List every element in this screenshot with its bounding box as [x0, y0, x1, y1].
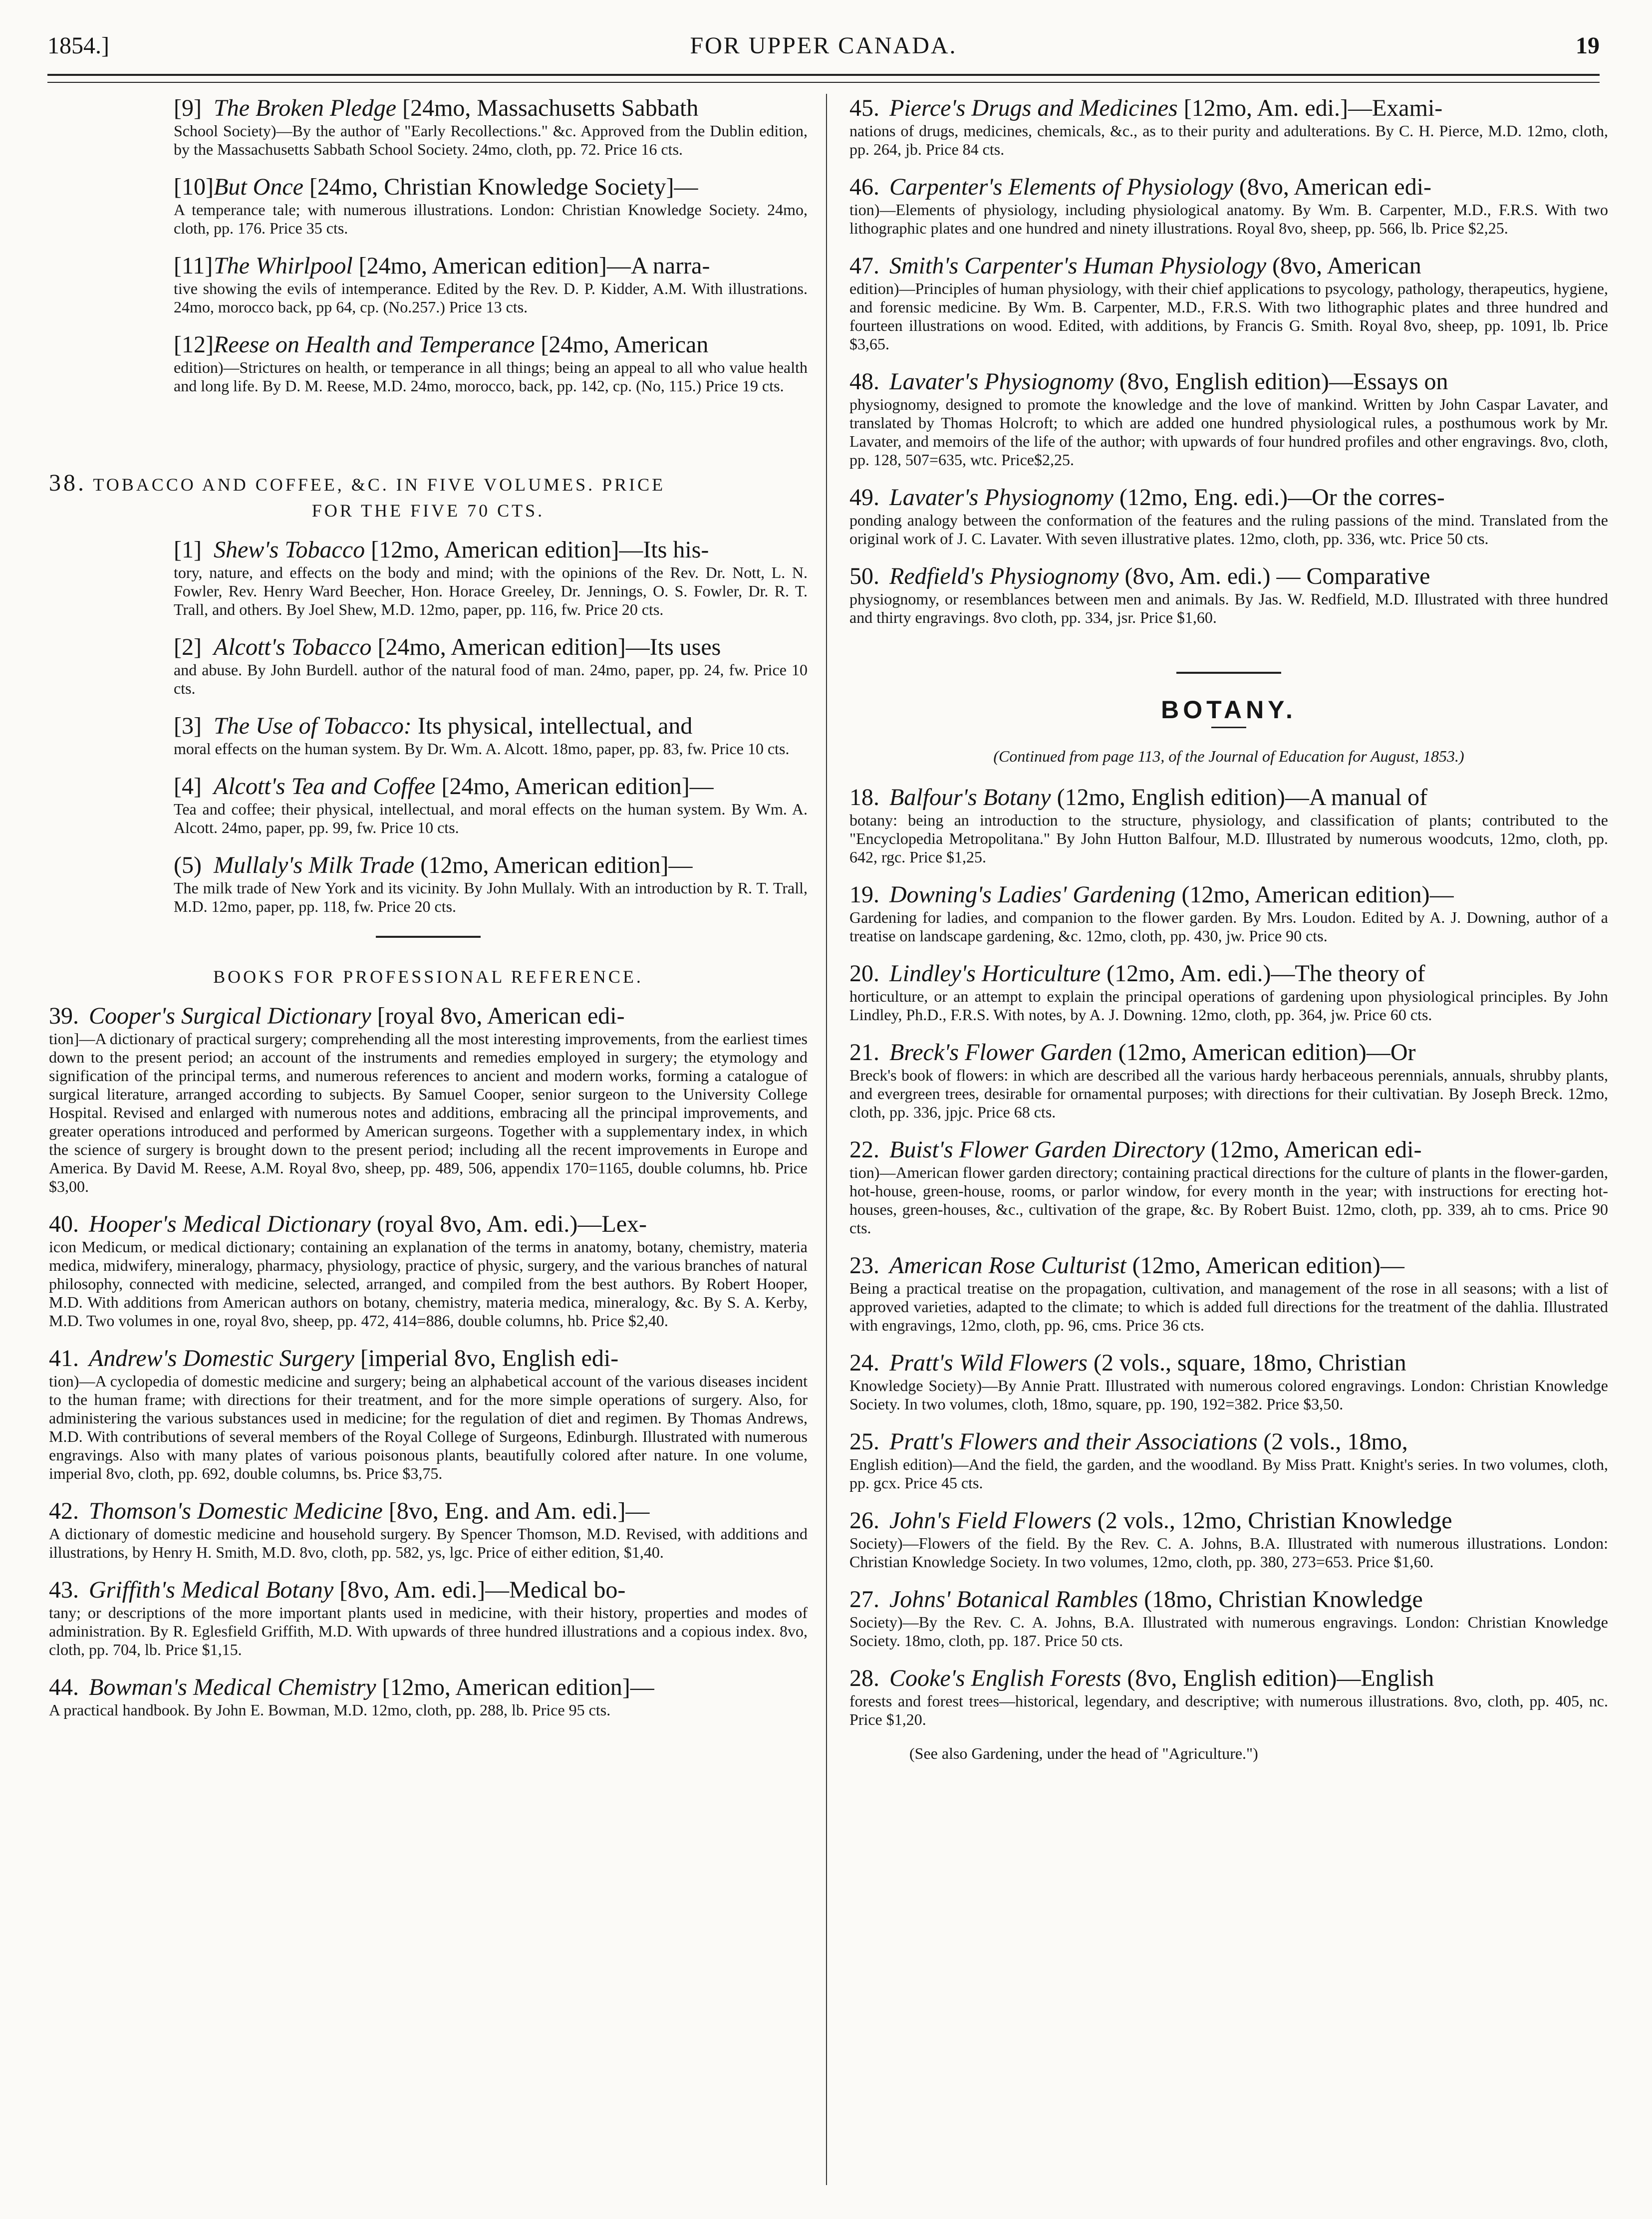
entry-number: [12]: [174, 331, 214, 358]
entry-heading: [49, 1211, 808, 1238]
catalog-entry: [849, 368, 1608, 469]
tobacco-section-heading: [49, 470, 808, 524]
entry-title: Shew's Tobacco: [214, 537, 365, 563]
entry-edition: Its physical, intellectual, and: [411, 713, 693, 739]
catalog-entry: [849, 174, 1608, 238]
section-divider: [1176, 672, 1281, 674]
entry-edition: [24mo, Christian Knowledge Society]—: [303, 174, 698, 200]
entry-heading: [849, 784, 1608, 811]
entry-edition: (12mo, American edition)—: [1175, 881, 1454, 908]
entry-title: But Once: [214, 174, 303, 200]
entry-description: icon Medicum, or medical dictionary; containing an explanation of the terms in anatomy, botany, chemistry, materia medica, midwifery, mineralogy, pharmacy, physiology, practice of physic, surgery, and the various branches of natural philosophy, connected with medicine, selected, arranged, and compiled from the best authors. By Robert Hooper, M.D. With additions from American authors on botany, chemistry, materia medica, mineralogy, &c. By S. A. Kerby, M.D. Two volumes in one, royal 8vo, sheep, pp. 472, 414=886, double columns, hb. Price $2,40.: [49, 1238, 808, 1330]
entry-edition: (12mo, American edition]—: [414, 852, 693, 878]
section-title-line2: FOR THE FIVE 70 CTS.: [311, 501, 545, 521]
entry-number: 27.: [849, 1586, 879, 1613]
catalog-entry: [49, 1674, 808, 1719]
entry-number: 25.: [849, 1428, 879, 1455]
entry-number: [4]: [174, 773, 202, 800]
catalog-entry: [174, 634, 808, 698]
entry-title: Griffith's Medical Botany: [89, 1577, 334, 1603]
entry-edition: (12mo, American edition)—: [1126, 1252, 1404, 1279]
entry-heading: [174, 253, 808, 279]
catalog-entry: [49, 1003, 808, 1196]
entry-edition: [24mo, American edition]—A narra-: [352, 253, 710, 279]
entry-title: Lavater's Physiognomy: [889, 484, 1113, 511]
entry-description: English edition)—And the field, the garden, and the woodland. By Miss Pratt. Knight's series. In two volumes, cloth, pp. gcx. Price 45 cts.: [849, 1455, 1608, 1492]
entry-heading: [849, 1428, 1608, 1455]
entry-heading: [849, 960, 1608, 987]
entry-description: and abuse. By John Burdell. author of the natural food of man. 24mo, paper, pp. 24, fw. Price 10 cts.: [174, 661, 808, 697]
entry-number: [3]: [174, 713, 202, 739]
entry-heading: [849, 253, 1608, 279]
entry-description: Being a practical treatise on the propagation, cultivation, and management of the rose in all seasons; with a list of approved varieties, adapted to the climate; to which is added full directions for the treatment of the dahlia. Illustrated with engravings, 12mo, cloth, pp. 96, cms. Price 36 cts.: [849, 1279, 1608, 1334]
entry-number: [9]: [174, 95, 202, 121]
catalog-entry: [49, 1211, 808, 1330]
entry-edition: (2 vols., 12mo, Christian Knowledge: [1091, 1507, 1452, 1534]
entry-title: Redfield's Physiognomy: [889, 563, 1119, 589]
entry-number: 41.: [49, 1345, 79, 1372]
entry-title: Hooper's Medical Dictionary: [89, 1211, 371, 1237]
catalog-entry: [849, 1428, 1608, 1492]
catalog-entry: [174, 174, 808, 238]
entry-description: physiognomy, designed to promote the knowledge and the love of mankind. Written by John Caspar Lavater, and translated by Thomas Holcroft; to which are added one hundred physiological rules, a posthumous work by Mr. Lavater, and memoirs of the life of the author; with upwards of four hundred profiles and other engravings. 8vo, cloth, pp. 128, 507=635, wtc. Price$2,25.: [849, 395, 1608, 469]
entry-edition: [8vo, Eng. and Am. edi.]—: [382, 1498, 650, 1524]
entry-heading: [849, 95, 1608, 122]
entry-description: tory, nature, and effects on the body and mind; with the opinions of the Rev. Dr. Nott, L. N. Fowler, Rev. Henry Ward Beecher, Hon. Horace Greeley, Dr. Jennings, O. S. Fowler, Dr. R. T. Trall, and others. By Joel Shew, M.D. 12mo, paper, pp. 116, fw. Price 20 cts.: [174, 563, 808, 618]
entry-edition: (8vo, American edi-: [1233, 174, 1432, 200]
entry-heading: [849, 484, 1608, 511]
header-title: FOR UPPER CANADA.: [690, 32, 957, 59]
entry-edition: [8vo, Am. edi.]—Medical bo-: [333, 1577, 626, 1603]
entry-title: John's Field Flowers: [889, 1507, 1092, 1534]
entry-number: 45.: [849, 95, 879, 121]
column-divider: [826, 94, 827, 2185]
catalog-entry: [849, 960, 1608, 1024]
entry-title: Johns' Botanical Rambles: [889, 1586, 1138, 1613]
entry-title: Alcott's Tea and Coffee: [214, 773, 436, 800]
entry-title: Pratt's Flowers and their Associations: [889, 1428, 1258, 1455]
entry-edition: [imperial 8vo, English edi-: [354, 1345, 619, 1372]
catalog-entry: [849, 1136, 1608, 1237]
catalog-entry: [849, 1507, 1608, 1571]
catalog-entry: [849, 1039, 1608, 1121]
entry-title: Reese on Health and Temperance: [214, 331, 535, 358]
entry-title: Mullaly's Milk Trade: [214, 852, 415, 878]
header-double-rule: [47, 74, 1600, 83]
entry-title: Cooper's Surgical Dictionary: [89, 1003, 371, 1029]
entry-heading: [174, 331, 808, 358]
entry-title: Smith's Carpenter's Human Physiology: [889, 253, 1267, 279]
entry-description: A dictionary of domestic medicine and household surgery. By Spencer Thomson, M.D. Revised, with additions and illustrations, by Henry H. Smith, M.D. 8vo, cloth, pp. 582, ys, lgc. Price of either edition, $1,40.: [49, 1525, 808, 1561]
entry-edition: (12mo, Am. edi.)—The theory of: [1101, 960, 1425, 987]
entry-number: (5): [174, 852, 202, 878]
entry-number: 48.: [849, 368, 879, 395]
entry-title: Lindley's Horticulture: [889, 960, 1101, 987]
entry-heading: [49, 1003, 808, 1030]
entry-title: Carpenter's Elements of Physiology: [889, 174, 1233, 200]
entry-number: 26.: [849, 1507, 879, 1534]
entry-heading: [174, 713, 808, 740]
catalog-entry: [849, 784, 1608, 866]
entry-edition: (18mo, Christian Knowledge: [1138, 1586, 1423, 1613]
entry-description: Society)—By the Rev. C. A. Johns, B.A. Illustrated with numerous engravings. London: Christian Knowledge Society. 18mo, cloth, pp. 187. Price 50 cts.: [849, 1613, 1608, 1650]
entry-heading: [849, 1252, 1608, 1279]
entry-edition: (2 vols., 18mo,: [1257, 1428, 1408, 1455]
entry-description: tion)—A cyclopedia of domestic medicine and surgery; being an alphabetical account of the various diseases incident to the human frame; with directions for their treatment, and for the more simple operations of surgery. Also, for administering the various substances used in medicine; for the regulation of diet and regimen. By Thomas Andrews, M.D. With contributions of several members of the Royal College of Surgeons, Edinburgh. Illustrated with numerous engravings. Also with many plates of various poisonous plants, beautifully colored after nature. In one volume, imperial 8vo, cloth, pp. 692, double columns, bs. Price $3,75.: [49, 1372, 808, 1482]
physiology-entries: [849, 95, 1608, 627]
entry-heading: [849, 1586, 1608, 1613]
entry-number: 50.: [849, 563, 879, 589]
entry-title: Cooke's English Forests: [889, 1665, 1121, 1691]
entry-description: botany: being an introduction to the structure, physiology, and classification of plants; contributed to the "Encyclopedia Metropolitana." By John Hutton Balfour, M.D. Illustrated by numerous woodcuts, 12mo, cloth, pp. 642, rgc. Price $1,25.: [849, 811, 1608, 866]
entry-heading: [49, 1577, 808, 1604]
books-entries: [49, 1003, 808, 1719]
entry-number: 42.: [49, 1498, 79, 1524]
entry-description: horticulture, or an attempt to explain the principal operations of gardening upon physiological principles. By John Lindley, Ph.D., F.R.S. With notes, by A. J. Downing. 12mo, cloth, pp. 364, jw. Price 60 cts.: [849, 987, 1608, 1024]
entry-edition: [24mo, American edition]—Its uses: [371, 634, 721, 660]
entry-description: edition)—Principles of human physiology, with their chief applications to psycology, pathology, therapeutics, hygiene, and forensic medicine. By Wm. B. Carpenter, M.D., F.R.S. With two lithographic plates and three hundred and fourteen illustrations on wood. Edited, with additions, by Francis G. Smith. Royal 8vo, sheep, pp. 1091, lb. Price $3,65.: [849, 279, 1608, 353]
catalog-entry: [174, 713, 808, 758]
entry-edition: (12mo, English edition)—A manual of: [1051, 784, 1428, 811]
entry-description: The milk trade of New York and its vicinity. By John Mullaly. With an introduction by R. T. Trall, M.D. 12mo, paper, pp. 118, fw. Price 20 cts.: [174, 879, 808, 915]
entry-heading: [174, 174, 808, 201]
entry-edition: (12mo, Eng. edi.)—Or the corres-: [1113, 484, 1445, 511]
botany-title: BOTANY.: [1161, 696, 1297, 724]
botany-rule: [1211, 727, 1246, 728]
entry-heading: [49, 1345, 808, 1372]
entry-heading: [49, 1498, 808, 1525]
entry-number: 19.: [849, 881, 879, 908]
catalog-entry: [849, 1665, 1608, 1729]
entry-edition: [12mo, American edition]—Its his-: [365, 537, 709, 563]
entry-edition: (12mo, American edi-: [1204, 1136, 1422, 1163]
entry-edition: [12mo, American edition]—: [376, 1674, 654, 1700]
catalog-entry: [849, 1586, 1608, 1650]
catalog-entry: [174, 331, 808, 395]
entry-heading: [49, 1674, 808, 1701]
section-number: 38.: [49, 470, 86, 496]
entry-edition: (12mo, American edition)—Or: [1112, 1039, 1416, 1066]
catalog-entry: [174, 253, 808, 316]
entry-heading: [849, 881, 1608, 908]
entry-description: A practical handbook. By John E. Bowman, M.D. 12mo, cloth, pp. 288, lb. Price 95 cts.: [49, 1701, 611, 1719]
catalog-entry: [49, 1345, 808, 1483]
entry-description: ponding analogy between the conformation of the features and the ruling passions of the mind. Translated from the original work of J. C. Lavater. With seven illustrative plates. 12mo, cloth, pp. 336, wtc. Price 50 cts.: [849, 511, 1608, 548]
entry-title: Balfour's Botany: [889, 784, 1051, 811]
entry-title: Thomson's Domestic Medicine: [89, 1498, 383, 1524]
entry-title: Lavater's Physiognomy: [889, 368, 1113, 395]
entry-title: Bowman's Medical Chemistry: [89, 1674, 376, 1700]
entry-description: A temperance tale; with numerous illustrations. London: Christian Knowledge Society. 24mo, cloth, pp. 176. Price 35 cts.: [174, 201, 808, 237]
entry-description: Society)—Flowers of the field. By the Rev. C. A. Johns, B.A. Illustrated with numerous illustrations. London: Christian Knowledge Society. In two volumes, 12mo, cloth, pp. 380, 273=653. Price $1,60.: [849, 1534, 1608, 1571]
entry-title: The Broken Pledge: [214, 95, 397, 121]
continued-note: (Continued from page 113, of the Journal of Education for August, 1853.): [993, 747, 1464, 765]
entry-heading: [174, 852, 808, 879]
entry-heading: [174, 95, 808, 122]
catalog-entry: [849, 484, 1608, 548]
catalog-entry: [849, 1252, 1608, 1335]
catalog-entry: [849, 1350, 1608, 1413]
entry-description: edition)—Strictures on health, or temperance in all things; being an appeal to all who value health and long life. By D. M. Reese, M.D. 24mo, morocco, back, pp. 142, cp. (No, 115.) Price 19 cts.: [174, 358, 808, 395]
entry-heading: [849, 563, 1608, 590]
entry-title: Downing's Ladies' Gardening: [889, 881, 1176, 908]
entry-description: tion)—Elements of physiology, including physiological anatomy. By Wm. B. Carpenter, M.D., F.R.S. With two lithographic plates and one hundred and ninety illustrations. Royal 8vo, sheep, pp. 566, lb. Price $2,25.: [849, 201, 1608, 237]
entry-number: 39.: [49, 1003, 79, 1029]
entry-number: 22.: [849, 1136, 879, 1163]
left-column: [49, 95, 808, 1734]
books-heading: BOOKS FOR PROFESSIONAL REFERENCE.: [213, 967, 643, 987]
header-year: 1854.]: [47, 32, 109, 59]
entry-description: tion)—American flower garden directory; containing practical directions for the culture of plants in the flower-garden, hot-house, green-house, rooms, or parlor window, for every month in the year; with instructions for erecting hot-houses, green-houses, &c., cultivation of the grape, &c. By Robert Buist. 12mo, cloth, pp. 339, ah to cms. Price 90 cts.: [849, 1163, 1608, 1237]
entry-title: Andrew's Domestic Surgery: [89, 1345, 354, 1372]
entry-description: Gardening for ladies, and companion to the flower garden. By Mrs. Loudon. Edited by A. J. Downing, author of a treatise on landscape gardening, &c. 12mo, cloth, pp. 430, jw. Price 90 cts.: [849, 908, 1608, 945]
entry-number: 24.: [849, 1350, 879, 1376]
entry-title: Pratt's Wild Flowers: [889, 1350, 1088, 1376]
entry-description: Knowledge Society)—By Annie Pratt. Illustrated with numerous colored engravings. London: Christian Knowledge Society. In two volumes, cloth, 18mo, square, pp. 190, 192=382. Price $3,50.: [849, 1377, 1608, 1413]
entry-heading: [849, 1039, 1608, 1066]
entry-edition: (royal 8vo, Am. edi.)—Lex-: [370, 1211, 647, 1237]
catalog-entry: [49, 1498, 808, 1562]
entry-edition: [24mo, Massachusetts Sabbath: [396, 95, 699, 121]
page-number: 19: [1576, 32, 1600, 59]
entry-number: 49.: [849, 484, 879, 511]
entry-number: [11]: [174, 253, 213, 279]
entry-heading: [174, 634, 808, 661]
entry-description: Breck's book of flowers: in which are described all the various hardy herbaceous perennials, annuals, shrubby plants, and evergreen trees, desirable for ornamental purposes; with directions for their cultivatian. By Joseph Breck. 12mo, cloth, pp. 336, jpjc. Price 68 cts.: [849, 1066, 1608, 1121]
entry-description: School Society)—By the author of "Early Recollections." &c. Approved from the Dublin edition, by the Massachusetts Sabbath School Society. 24mo, cloth, pp. 72. Price 16 cts.: [174, 122, 808, 158]
section-divider: [376, 936, 481, 938]
entry-heading: [849, 1136, 1608, 1163]
entry-number: 20.: [849, 960, 879, 987]
entry-number: 46.: [849, 174, 879, 200]
section-title-line1: TOBACCO AND COFFEE, &C. IN FIVE VOLUMES. PRICE: [93, 475, 666, 495]
right-column: [849, 95, 1608, 1763]
tract-entries: [174, 95, 808, 395]
catalog-entry: [849, 563, 1608, 627]
entry-title: American Rose Culturist: [889, 1252, 1126, 1279]
entry-title: Alcott's Tobacco: [214, 634, 372, 660]
entry-description: nations of drugs, medicines, chemicals, &c., as to their purity and adulterations. By C. H. Pierce, M.D. 12mo, cloth, pp. 264, jb. Price 84 cts.: [849, 122, 1608, 158]
catalog-entry: [49, 1577, 808, 1659]
catalog-entry: [849, 253, 1608, 353]
catalog-entry: [849, 95, 1608, 159]
entry-title: Breck's Flower Garden: [889, 1039, 1112, 1066]
entry-number: [1]: [174, 537, 202, 563]
entry-description: tion]—A dictionary of practical surgery; comprehending all the most interesting improvements, from the earliest times down to the present period; an account of the instruments and remedies employed in surgery; the etymology and signification of the principal terms, and numerous references to ancient and modern works, forming a catalogue of surgical literature, arranged according to subjects. By Samuel Cooper, senior surgeon to the University College Hospital. Revised and enlarged with numerous notes and additions, embracing all the principal improvements, and greater operations introduced and performed by American surgeons. Together with a supplementary index, in which the science of surgery is brought down to the present period; including all the recent improvements in Europe and America. By David M. Reese, A.M. Royal 8vo, sheep, pp. 489, 506, appendix 170=1165, double columns, hb. Price $3,00.: [49, 1030, 808, 1195]
entry-title: The Use of Tobacco:: [214, 713, 412, 739]
entry-number: 18.: [849, 784, 879, 811]
botany-entries: [849, 784, 1608, 1729]
entry-edition: [24mo, American edition]—: [435, 773, 714, 800]
entry-edition: (8vo, English edition)—English: [1121, 1665, 1434, 1691]
entry-number: 44.: [49, 1674, 79, 1700]
entry-heading: [174, 537, 808, 563]
catalog-entry: [174, 95, 808, 159]
catalog-entry: [174, 537, 808, 619]
entry-edition: (8vo, English edition)—Essays on: [1113, 368, 1448, 395]
tobacco-entries: [174, 537, 808, 916]
entry-number: 47.: [849, 253, 879, 279]
entry-edition: [24mo, American: [535, 331, 709, 358]
entry-title: The Whirlpool: [214, 253, 353, 279]
entry-heading: [849, 368, 1608, 395]
entry-number: 40.: [49, 1211, 79, 1237]
entry-edition: (8vo, American: [1266, 253, 1421, 279]
entry-edition: [12mo, Am. edi.]—Exami-: [1177, 95, 1443, 121]
page-header: [47, 31, 1600, 66]
entry-number: 28.: [849, 1665, 879, 1691]
entry-number: [10]: [174, 174, 214, 200]
entry-edition: (8vo, Am. edi.) — Comparative: [1118, 563, 1430, 589]
entry-title: Buist's Flower Garden Directory: [889, 1136, 1205, 1163]
entry-heading: [849, 1350, 1608, 1377]
entry-edition: [royal 8vo, American edi-: [371, 1003, 625, 1029]
entry-heading: [849, 1665, 1608, 1692]
catalog-entry: [174, 852, 808, 916]
entry-number: 43.: [49, 1577, 79, 1603]
entry-description: Tea and coffee; their physical, intellectual, and moral effects on the human system. By Wm. A. Alcott. 24mo, paper, pp. 99, fw. Price 10 cts.: [174, 800, 808, 836]
entry-description: tany; or descriptions of the more important plants used in medicine, with their history, properties and modes of administration. By R. Eglesfield Griffith, M.D. With upwards of three hundred illustrations and a copious index. 8vo, cloth, pp. 704, lb. Price $1,15.: [49, 1604, 808, 1659]
entry-number: 21.: [849, 1039, 879, 1066]
entry-heading: [849, 174, 1608, 201]
see-also-note: (See also Gardening, under the head of "Agriculture."): [909, 1744, 1258, 1762]
entry-heading: [174, 773, 808, 800]
catalog-entry: [849, 881, 1608, 945]
entry-description: moral effects on the human system. By Dr. Wm. A. Alcott. 18mo, paper, pp. 83, fw. Price 10 cts.: [174, 740, 790, 758]
entry-description: tive showing the evils of intemperance. Edited by the Rev. D. P. Kidder, A.M. With illustrations. 24mo, morocco back, pp 64, cp. (No.257.) Price 13 cts.: [174, 279, 808, 316]
entry-description: physiognomy, or resemblances between men and animals. By Jas. W. Redfield, M.D. Illustrated with three hundred and thirty engravings. 8vo cloth, pp. 334, jsr. Price $1,60.: [849, 590, 1608, 626]
entry-number: [2]: [174, 634, 202, 660]
catalog-entry: [174, 773, 808, 837]
entry-description: forests and forest trees—historical, legendary, and descriptive; with numerous illustrations. 8vo, cloth, pp. 405, nc. Price $1,20.: [849, 1692, 1608, 1728]
entry-heading: [849, 1507, 1608, 1534]
entry-number: 23.: [849, 1252, 879, 1279]
entry-title: Pierce's Drugs and Medicines: [889, 95, 1178, 121]
entry-edition: (2 vols., square, 18mo, Christian: [1087, 1350, 1406, 1376]
